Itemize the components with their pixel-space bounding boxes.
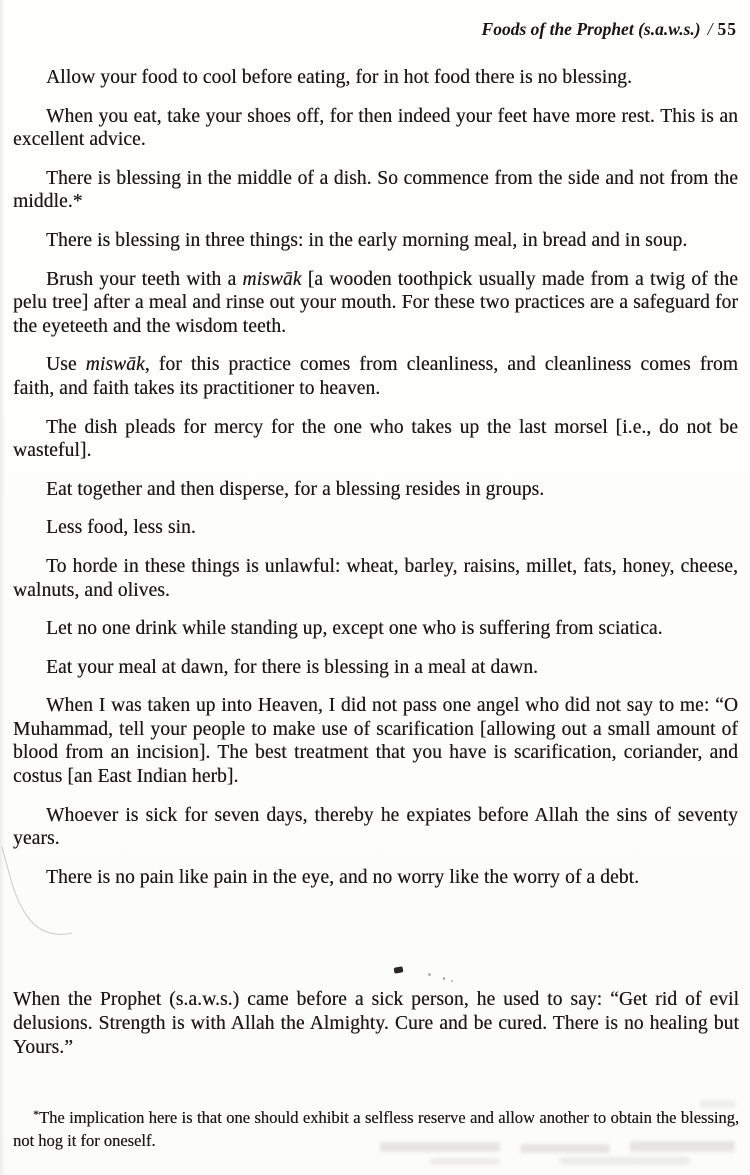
- paragraph-three-things: There is blessing in three things: in the early morning meal, in bread and in soup.: [46, 229, 688, 251]
- footnote: [13, 1103, 739, 1152]
- ink-speck: [451, 980, 453, 982]
- italic-term: miswāk: [242, 268, 302, 290]
- running-header: [482, 19, 737, 40]
- footnote-text: The implication here is that one should exhibit a selfless reserve and allow another to obtain the blessing, not hog it for oneself.: [13, 1108, 739, 1150]
- paragraph-drink-standing: Let no one drink while standing up, except one who is suffering from sciatica.: [46, 618, 663, 640]
- ink-speck: [443, 977, 445, 980]
- paragraph-meal-at-dawn: Eat your meal at dawn, for there is blessing in a meal at dawn.: [46, 656, 539, 678]
- paragraph-dish-pleads: The dish pleads for mercy for the one who takes up the last morsel [i.e., do not be wasteful].: [13, 416, 738, 462]
- paragraph-less-food: Less food, less sin.: [46, 517, 196, 539]
- paragraph-middle-of-dish: There is blessing in the middle of a dish. So commence from the side and not from the middle.*: [13, 167, 738, 213]
- paragraph-eat-together: Eat together and then disperse, for a blessing resides in groups.: [46, 478, 545, 500]
- page-body: [13, 66, 738, 904]
- paragraph-use-miswak: Use miswāk, for this practice comes from cleanliness, and cleanliness comes from faith, and faith takes its practitioner to heaven.: [13, 354, 739, 399]
- paragraph-shoes-off: When you eat, take your shoes off, for then indeed your feet have more rest. This is an excellent advice.: [13, 105, 738, 151]
- paragraph-hoarding: To horde in these things is unlawful: wheat, barley, raisins, millet, fats, honey, cheese, walnuts, and olives.: [13, 555, 738, 601]
- ink-speck: [428, 973, 431, 976]
- paragraph-cool-food: Allow your food to cool before eating, for in hot food there is no blessing.: [46, 67, 632, 88]
- header-separator: /: [707, 19, 713, 39]
- ink-dot: [394, 966, 404, 973]
- paragraph-pain-in-eye: There is no pain like pain in the eye, and no worry like the worry of a debt.: [46, 866, 640, 888]
- page-bleed-through: [430, 1158, 500, 1165]
- footnote-asterisk: *: [33, 1107, 39, 1121]
- page-bleed-through: [560, 1157, 690, 1165]
- paragraph-sick-seven-days: Whoever is sick for seven days, thereby he expiates before Allah the sins of seventy years.: [13, 804, 738, 850]
- italic-term: miswāk: [85, 354, 145, 376]
- paragraph-scarification: When I was taken up into Heaven, I did not pass one angel who did not say to me: “O Muhammad, tell your people to make use of scarification [allowing out a small amount of blood from an incision]. The best treatment that you have is scarification, coriander, and costus [an East Indian herb].: [13, 695, 738, 788]
- header-page-number: 55: [717, 19, 737, 39]
- header-title: Foods of the Prophet (s.a.w.s.): [481, 19, 701, 39]
- closing-paragraph: When the Prophet (s.a.w.s.) came before a sick person, he used to say: “Get rid of evil delusions. Strength is with Allah the Almighty. Cure and be cured. There is no healing but Yours.”: [13, 989, 739, 1058]
- paragraph-brush-teeth: Brush your teeth with a miswāk [a wooden toothpick usually made from a twig of the pelu tree] after a meal and rinse out your mouth. For these two practices are a safeguard for the eyeteeth and the wisdom teeth.: [13, 268, 738, 337]
